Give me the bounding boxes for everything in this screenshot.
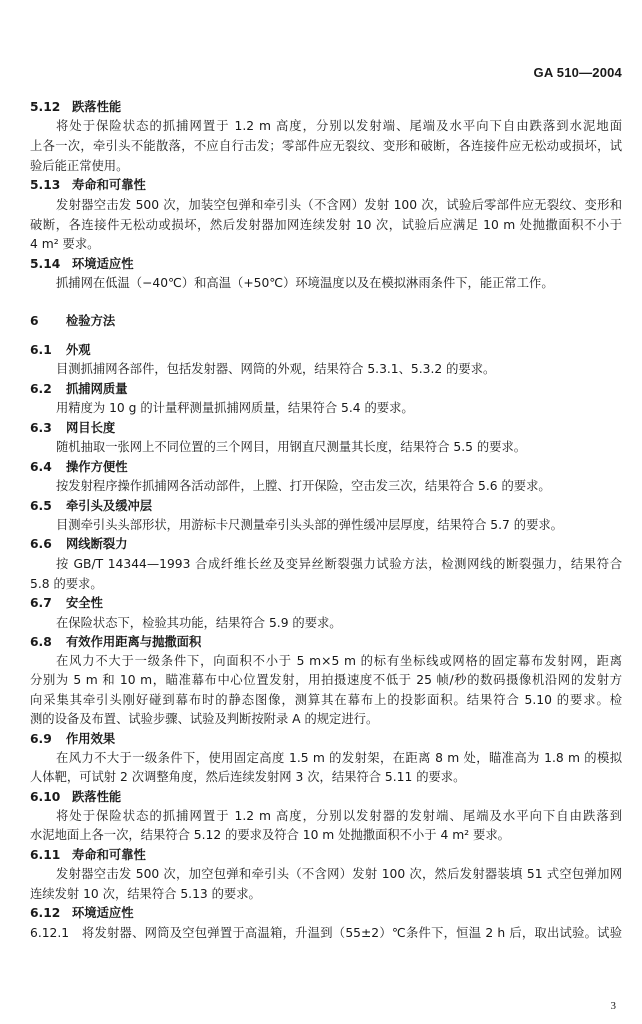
clause-title: 检验方法 [66, 314, 116, 328]
paragraph-line: 人体靶，可试射 2 次调整角度，然后连续发射网 3 次，结果符合 5.11 的要求。 [30, 770, 466, 784]
clause-number: 6.2 [30, 382, 52, 396]
clause-title: 跌落性能 [72, 100, 122, 114]
paragraph-line: 用精度为 10 g 的计量秤测量抓捕网质量，结果符合 5.4 的要求。 [56, 401, 414, 415]
clause-number: 6.3 [30, 421, 52, 435]
paragraph-line: 在风力不大于一级条件下，使用固定高度 1.5 m 的发射架，在距离 8 m 处，瞄准高为 1.8 m 的模拟 [56, 751, 622, 765]
section-heading [30, 312, 115, 330]
clause-number: 6.4 [30, 460, 52, 474]
paragraph-line: 5.8 的要求。 [30, 577, 103, 591]
clause-title: 环境适应性 [72, 257, 134, 271]
paragraph-line: 破断，各连接件无松动或损坏，然后发射器加网连续发射 10 次，试验后应满足 10 m 处抛撒面积不小于 [30, 218, 622, 232]
clause-heading [30, 904, 134, 922]
clause-number: 6.1 [30, 343, 52, 357]
clause-title: 网目长度 [66, 421, 116, 435]
paragraph-line: 将处于保险状态的抓捕网置于 1.2 m 高度，分别以发射器的发射端、尾端及水平向下自由跌落到 [56, 809, 622, 823]
clause-heading [30, 788, 121, 806]
clause-heading [30, 846, 146, 864]
clause-heading [30, 176, 146, 194]
clause-title: 抓捕网质量 [66, 382, 128, 396]
paragraph-line: 验后能正常使用。 [30, 159, 129, 173]
clause-heading [30, 633, 201, 651]
clause-title: 安全性 [66, 596, 103, 610]
clause-title: 寿命和可靠性 [72, 848, 146, 862]
page-number: 3 [610, 1000, 616, 1012]
clause-title: 环境适应性 [72, 906, 134, 920]
paragraph-line: 上各一次，牵引头不能散落，不应自行击发；零部件应无裂纹、变形和破断，各连接件应无松动或损坏，试 [30, 139, 622, 153]
standard-code: GA 510—2004 [533, 65, 622, 80]
clause-title: 操作方便性 [66, 460, 128, 474]
clause-title: 跌落性能 [72, 790, 122, 804]
clause-heading [30, 730, 115, 748]
clause-number: 6 [30, 314, 39, 328]
clause-number: 6.11 [30, 848, 61, 862]
paragraph-line: 6.12.1 将发射器、网筒及空包弹置于高温箱，升温到（55±2）℃条件下，恒温 2 h 后，取出试验。试验 [30, 926, 622, 940]
clause-number: 6.6 [30, 537, 52, 551]
clause-heading [30, 458, 128, 476]
clause-heading [30, 341, 91, 359]
paragraph-line: 抓捕网在低温（−40℃）和高温（+50℃）环境温度以及在模拟淋雨条件下，能正常工作。 [56, 276, 554, 290]
clause-heading [30, 497, 152, 515]
clause-number: 6.9 [30, 732, 52, 746]
clause-heading [30, 594, 103, 612]
clause-number: 5.13 [30, 178, 61, 192]
clause-title: 作用效果 [66, 732, 116, 746]
paragraph-line: 连续发射 10 次，结果符合 5.13 的要求。 [30, 887, 261, 901]
clause-heading [30, 98, 121, 116]
clause-number: 6.10 [30, 790, 61, 804]
paragraph-line: 在保险状态下，检验其功能，结果符合 5.9 的要求。 [56, 616, 342, 630]
clause-title: 寿命和可靠性 [72, 178, 146, 192]
clause-heading [30, 380, 128, 398]
clause-number: 6.8 [30, 635, 52, 649]
paragraph-line: 4 m² 要求。 [30, 237, 100, 251]
clause-title: 网线断裂力 [66, 537, 128, 551]
clause-number: 6.12 [30, 906, 61, 920]
clause-number: 6.5 [30, 499, 52, 513]
clause-number: 6.7 [30, 596, 52, 610]
paragraph-line: 发射器空击发 500 次，加空包弹和牵引头（不含网）发射 100 次，然后发射器装填 51 式空包弹加网 [56, 867, 622, 881]
paragraph-line: 分别为 5 m 和 10 m，瞄准幕布中心位置发射，用拍摄速度不低于 25 帧/秒的数码摄像机沿网的发射方 [30, 673, 622, 687]
paragraph-line: 向采集其牵引头刚好碰到幕布时的静态图像，测算其在幕布上的投影面积。结果符合 5.10 的要求。检 [30, 693, 622, 707]
clause-title: 有效作用距离与抛撒面积 [66, 635, 202, 649]
paragraph-line: 按发射程序操作抓捕网各活动部件，上膛、打开保险，空击发三次，结果符合 5.6 的要求。 [56, 479, 551, 493]
clause-heading [30, 255, 134, 273]
paragraph-line: 随机抽取一张网上不同位置的三个网目，用钢直尺测量其长度，结果符合 5.5 的要求。 [56, 440, 527, 454]
paragraph-line: 发射器空击发 500 次，加装空包弹和牵引头（不含网）发射 100 次，试验后零部件应无裂纹、变形和 [56, 198, 622, 212]
paragraph-line: 按 GB/T 14344—1993 合成纤维长丝及变异丝断裂强力试验方法，检测网线的断裂强力，结果符合 [56, 557, 622, 571]
clause-heading [30, 535, 128, 553]
paragraph-line: 目测抓捕网各部件，包括发射器、网筒的外观，结果符合 5.3.1、5.3.2 的要求。 [56, 362, 496, 376]
paragraph-line: 目测牵引头头部形状，用游标卡尺测量牵引头头部的弹性缓冲层厚度，结果符合 5.7 的要求。 [56, 518, 563, 532]
clause-heading [30, 419, 115, 437]
clause-title: 外观 [66, 343, 91, 357]
paragraph-line: 在风力不大于一级条件下，向面积不小于 5 m×5 m 的标有坐标线或网格的固定幕布发射网，距离 [56, 654, 622, 668]
clause-number: 5.14 [30, 257, 61, 271]
paragraph-line: 水泥地面上各一次，结果符合 5.12 的要求及符合 10 m 处抛撒面积不小于 4 m² 要求。 [30, 828, 510, 842]
paragraph-line: 将处于保险状态的抓捕网置于 1.2 m 高度，分别以发射端、尾端及水平向下自由跌落到水泥地面 [56, 119, 622, 133]
clause-number: 5.12 [30, 100, 61, 114]
clause-title: 牵引头及缓冲层 [66, 499, 153, 513]
paragraph-line: 测的设备及布置、试验步骤、试验及判断按附录 A 的规定进行。 [30, 712, 379, 726]
